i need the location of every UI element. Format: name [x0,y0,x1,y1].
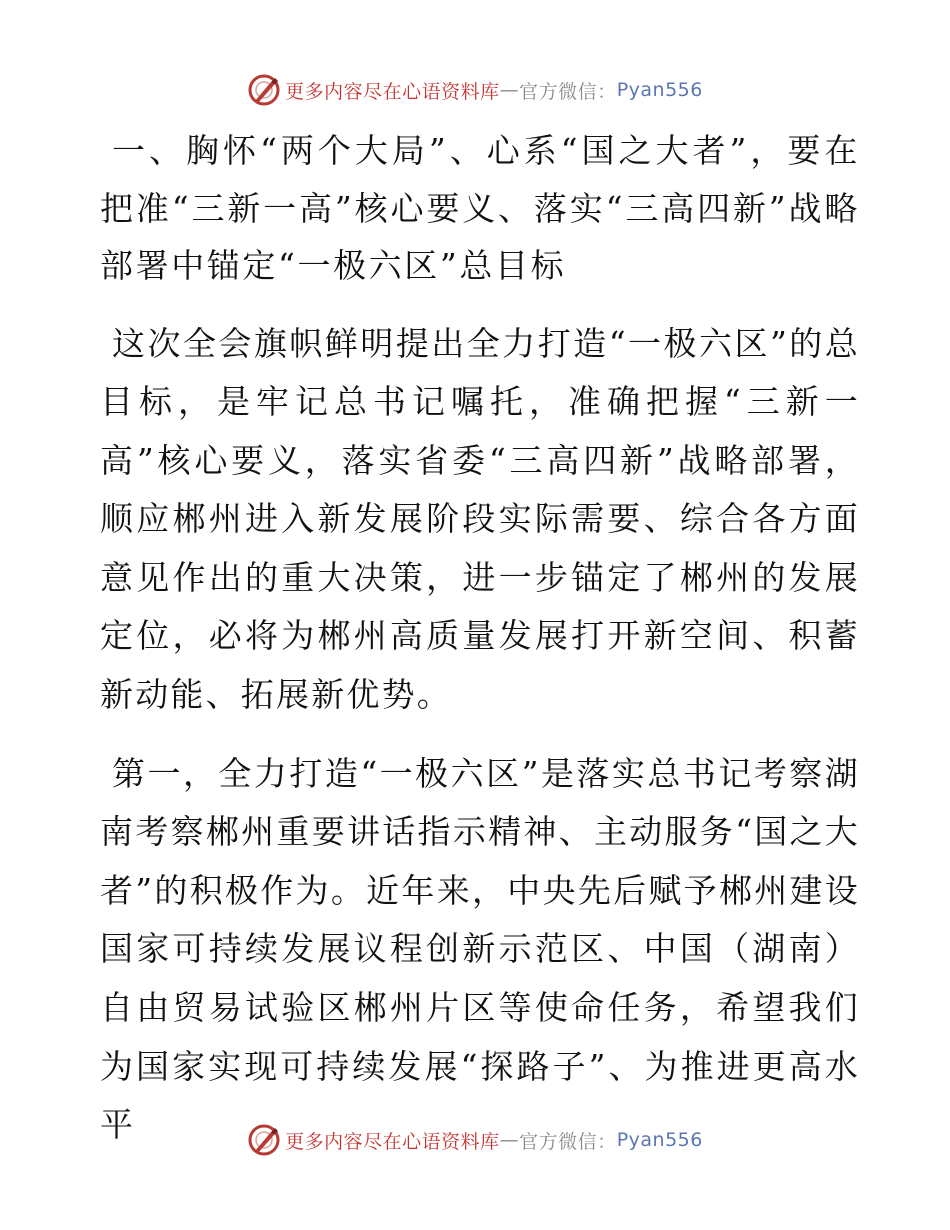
watermark-header [0,70,950,110]
watermark-wechat-label: 官方微信： [519,1130,617,1153]
paragraph-1: 这次全会旗帜鲜明提出全力打造“一极六区”的总目标，是牢记总书记嘱托，准确把握“三新一高”核心要义，落实省委“三高四新”战略部署，顺应郴州进入新发展阶段实际需要、综合各方面意见作出的重大决策，进一步锚定了郴州的发展定位，必将为郴州高质量发展打开新空间、积蓄新动能、拓展新优势。 [100,323,860,715]
pen-circle-logo-icon [247,1123,281,1157]
pen-circle-logo-icon [247,73,281,107]
watermark-red-text: 更多内容尽在心语资料库 [285,1130,500,1153]
watermark-red-text: 更多内容尽在心语资料库 [285,80,500,103]
section-heading: 一、胸怀“两个大局”、心系“国之大者”，要在把准“三新一高”核心要义、落实“三高四新”战略部署中锚定“一极六区”总目标 [100,131,860,285]
watermark-footer [0,1120,950,1160]
watermark-wechat-id: Pyan556 [616,79,703,101]
watermark-wechat-label: 官方微信： [519,80,617,103]
paragraph-2: 第一，全力打造“一极六区”是落实总书记考察湖南考察郴州重要讲话指示精神、主动服务“国之大者”的积极作为。近年来，中央先后赋予郴州建设国家可持续发展议程创新示范区、中国（湖南）自由贸易试验区郴州片区等使命任务，希望我们为国家实现可持续发展“探路子”、为推进更高水平 [100,753,860,1145]
watermark-dash: — [499,79,520,101]
document-body [100,122,860,1175]
watermark-wechat-id: Pyan556 [616,1129,703,1151]
watermark-dash: — [499,1129,520,1151]
